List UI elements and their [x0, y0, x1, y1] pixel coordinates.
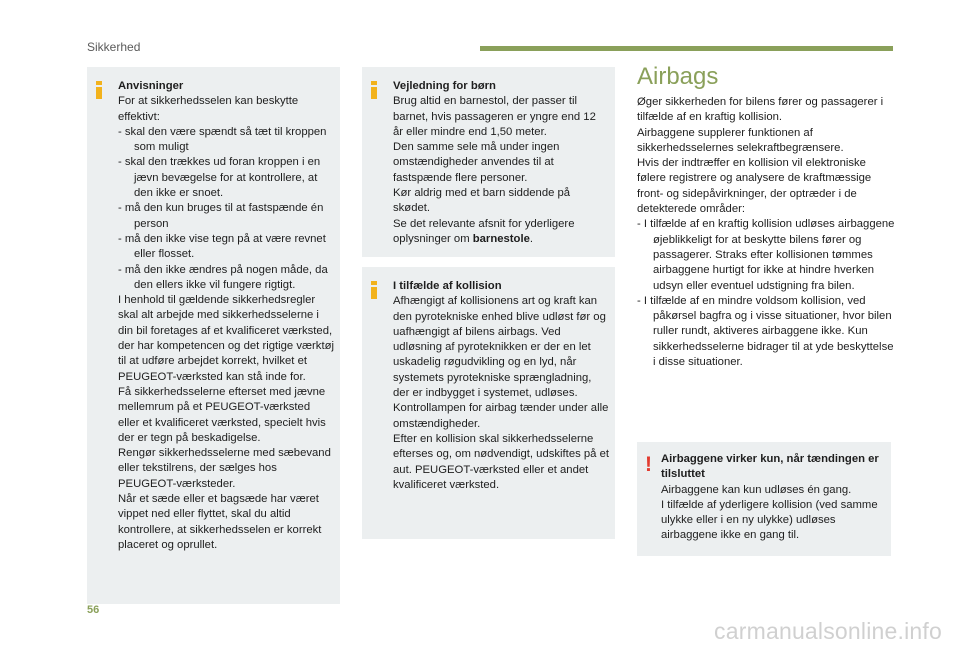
info-box-anvisninger [87, 67, 340, 604]
box-title: Airbaggene virker kun, når tændingen er tilsluttet [661, 453, 879, 481]
paragraph: Den samme sele må under ingen omstændigheder anvendes til at fastspænde flere personer. [393, 141, 560, 184]
section-title-airbags: Airbags [637, 63, 719, 90]
paragraph: Få sikkerhedsselerne efterset med jævne mellemrum på et PEUGEOT-værksted eller et kvalificeret værksted, specielt hvis der er tegn på beskadigelse. [118, 385, 326, 444]
paragraph: Hvis der indtræffer en kollision vil elektroniske følere registrere og analysere de kraftmæssige front- og sidepåvirkninger, der optræder i de detekterede områder: [637, 157, 872, 216]
watermark: carmanualsonline.info [714, 618, 942, 644]
paragraph: Rengør sikkerhedsselerne med sæbevand eller tekstilrens, der sælges hos PEUGEOT-værksteder. [118, 447, 331, 490]
page-number: 56 [87, 604, 100, 616]
exclamation-warning-icon: ! [645, 453, 652, 476]
paragraph: effektivt: [118, 110, 160, 123]
paragraph: For at sikkerhedsselen kan beskytte [118, 95, 299, 108]
paragraph: Kør aldrig med et barn siddende på skødet. [393, 187, 571, 215]
info-box-kollision [362, 267, 615, 539]
list-item: - må den ikke ændres på nogen måde, da den ellers ikke vil fungere rigtigt. [118, 263, 328, 291]
box-title: Anvisninger [118, 80, 184, 92]
list-item: - må den kun bruges til at fastspænde én person [118, 202, 324, 230]
paragraph: Øger sikkerheden for bilens fører og passagerer i tilfælde af en kraftig kollision. [637, 96, 884, 124]
paragraph: I tilfælde af yderligere kollision (ved samme ulykke eller i en ny ulykke) udløses airbaggene ikke en gang til. [661, 498, 878, 542]
header-divider-bar [480, 46, 893, 51]
info-icon [371, 281, 377, 299]
paragraph: Når et sæde eller et bagsæde har været vippet ned eller flyttet, skal du altid kontrollere, at sikkerhedsselen er korrekt placeret og oprullet. [118, 493, 322, 551]
warning-box-airbags [637, 442, 891, 556]
paragraph: Efter en kollision skal sikkerhedsselerne efterses og, om nødvendigt, udskiftes på et aut. PEUGEOT-værksted eller et andet kvalificeret værksted. [393, 432, 610, 491]
text-span: . [529, 232, 534, 245]
paragraph: Afhængigt af kollisionens art og kraft kan den pyrotekniske enhed blive udløst før og uafhængigt af bilens airbags. Ved udløsning af pyroteknikken er der en let uskadelig røgudvikling og en lyd, når systemets pyrotekniske sprængladning, der er indbygget i systemet, udløses. [393, 295, 606, 400]
airbags-body [637, 95, 897, 370]
warning-box-text [661, 452, 885, 544]
list-item: - skal den trækkes ud foran kroppen i en jævn bevægelse for at kontrollere, at den ikke er snoet. [118, 156, 321, 200]
list-item: - I tilfælde af en mindre voldsom kollision, ved påkørsel bagfra og i visse situationer, hvor bilen ruller rundt, aktiveres airbaggene ikke. Kun sikkerhedsselerne bidrager til at yde beskyttelse i disse situationer. [637, 294, 894, 369]
list-item: - skal den være spændt så tæt til kroppen som muligt [118, 125, 327, 154]
section-header: Sikkerhed [87, 40, 141, 54]
info-box-anvisninger-text [118, 79, 334, 553]
paragraph: Brug altid en barnestol, der passer til barnet, hvis passageren er yngre end 12 år eller mindre end 1,50 meter. [393, 95, 596, 138]
info-box-boern [362, 67, 615, 257]
paragraph: Airbaggene supplerer funktionen af sikkerhedsselernes selekraftbegrænsere. [637, 126, 844, 154]
info-icon [96, 81, 102, 99]
list-item: - I tilfælde af en kraftig kollision udløses airbaggene øjeblikkeligt for at beskytte bilens fører og passagerer. Straks efter kollisionen tømmes airbaggene hurtigt for ikke at hindre hverken udsyn eller eventuel udstigning fra bilen. [637, 218, 895, 292]
list-item: - må den ikke vise tegn på at være revnet eller flosset. [118, 232, 326, 261]
bold-term: barnestole [472, 232, 530, 245]
paragraph: I henhold til gældende sikkerhedsregler skal alt arbejde med sikkerhedsselerne i din bil foretages af et kvalificeret værksted, der har kompetencen og det rigtige værktøj til at udføre arbejdet korrekt, hvilket et PEUGEOT-værksted kan stå inde for. [118, 294, 335, 383]
paragraph [393, 217, 609, 248]
info-icon [371, 81, 377, 99]
paragraph: Kontrollampen for airbag tænder under alle omstændigheder. [393, 402, 609, 430]
info-box-boern-text [393, 79, 609, 247]
paragraph: Airbaggene kan kun udløses én gang. [661, 483, 852, 496]
info-box-kollision-text [393, 279, 609, 493]
text-span: Se det relevante afsnit for yderligere oplysninger om [393, 217, 575, 245]
box-title: I tilfælde af kollision [393, 280, 502, 292]
box-title: Vejledning for børn [393, 80, 496, 92]
